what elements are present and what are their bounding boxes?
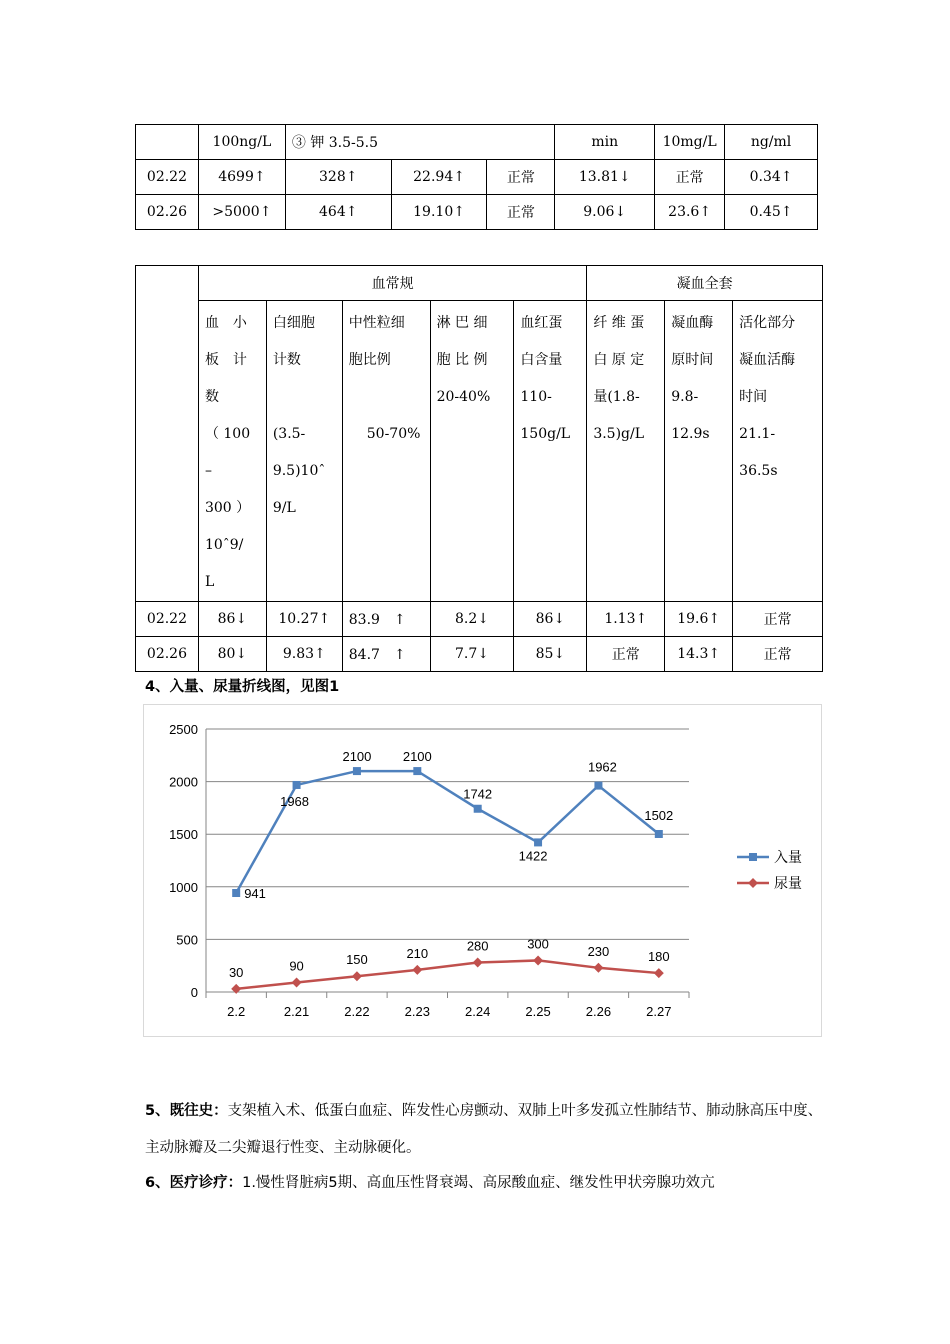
data-label: 1742 bbox=[463, 786, 493, 802]
table-cell: 正常 bbox=[733, 602, 823, 637]
data-point bbox=[293, 781, 301, 789]
table-group-header: 凝血全套 bbox=[587, 266, 823, 301]
table-cell: min bbox=[555, 125, 655, 160]
table-cell: 02.22 bbox=[136, 160, 199, 195]
table-cell: 14.3↑ bbox=[665, 637, 733, 672]
x-tick-label: 2.2 bbox=[227, 1004, 246, 1019]
x-tick-label: 2.21 bbox=[283, 1004, 310, 1019]
table-cell: 7.7↓ bbox=[430, 637, 514, 672]
y-tick-label: 2000 bbox=[169, 774, 198, 790]
table-col-header: 白细胞 计数 (3.5- 9.5)10ˆ 9/L bbox=[266, 301, 342, 602]
data-label: 180 bbox=[647, 949, 670, 965]
table-cell: 02.26 bbox=[136, 195, 199, 230]
lab-table-2 bbox=[135, 265, 823, 672]
table-cell: >5000↑ bbox=[198, 195, 285, 230]
data-label: 1968 bbox=[280, 793, 310, 809]
x-tick-label: 2.22 bbox=[344, 1004, 370, 1019]
data-label: 210 bbox=[406, 945, 429, 961]
x-tick-label: 2.27 bbox=[646, 1004, 672, 1019]
section-6 bbox=[145, 1165, 825, 1202]
data-point bbox=[352, 971, 362, 981]
table-cell: 86↓ bbox=[198, 602, 266, 637]
data-point bbox=[292, 978, 302, 988]
legend-marker bbox=[749, 853, 757, 861]
y-tick-label: 1000 bbox=[169, 879, 198, 895]
table-cell bbox=[136, 125, 199, 160]
x-tick-label: 2.26 bbox=[585, 1004, 612, 1019]
table-cell: 10mg/L bbox=[655, 125, 725, 160]
data-label: 1502 bbox=[644, 807, 674, 823]
table-cell: 23.6↑ bbox=[655, 195, 725, 230]
section-5 bbox=[145, 1093, 825, 1167]
table-col-header: 纤 维 蛋 白 原 定 量(1.8- 3.5)g/L bbox=[587, 301, 665, 602]
data-label: 1962 bbox=[587, 759, 617, 775]
data-label: 2100 bbox=[342, 749, 372, 765]
data-label: 30 bbox=[228, 964, 244, 980]
chart-svg bbox=[144, 705, 821, 1036]
table-row bbox=[136, 160, 818, 195]
data-point bbox=[473, 958, 483, 968]
data-point bbox=[412, 965, 422, 975]
table-col-header: 活化部分 凝血活酶 时间 21.1- 36.5s bbox=[733, 301, 823, 602]
table-col-header: 淋 巴 细 胞 比 例 20-40% bbox=[430, 301, 514, 602]
table-cell: 8.2↓ bbox=[430, 602, 514, 637]
table-cell: 1.13↑ bbox=[587, 602, 665, 637]
y-tick-label: 2500 bbox=[169, 722, 198, 737]
table-cell bbox=[136, 266, 199, 602]
table-cell: 正常 bbox=[655, 160, 725, 195]
table-cell: 02.22 bbox=[136, 602, 199, 637]
table-cell: 9.06↓ bbox=[555, 195, 655, 230]
data-point bbox=[654, 968, 664, 978]
table-row bbox=[136, 195, 818, 230]
data-label: 1422 bbox=[518, 848, 548, 864]
table-cell: 84.7 ↑ bbox=[342, 637, 430, 672]
legend-label: 尿量 bbox=[774, 875, 802, 891]
table-cell: 464↑ bbox=[285, 195, 391, 230]
table-cell: 22.94↑ bbox=[391, 160, 487, 195]
data-label: 150 bbox=[346, 952, 368, 968]
table-cell: 正常 bbox=[587, 637, 665, 672]
table-group-header: 血常规 bbox=[198, 266, 586, 301]
data-label: 230 bbox=[587, 943, 610, 959]
x-tick-label: 2.24 bbox=[465, 1004, 491, 1019]
data-point bbox=[533, 955, 543, 965]
data-label: 90 bbox=[289, 958, 304, 974]
table-row bbox=[136, 266, 823, 301]
section-5-text: 支架植入术、低蛋白血症、阵发性心房颤动、双肺上叶多发孤立性肺结节、肺动脉高压中度、主动脉瓣及二尖瓣退行性变、主动脉硬化。 bbox=[145, 1103, 823, 1156]
table-row bbox=[136, 125, 818, 160]
data-label: 280 bbox=[466, 938, 489, 954]
table-cell: 85↓ bbox=[514, 637, 587, 672]
table-row bbox=[136, 602, 823, 637]
data-point bbox=[655, 830, 663, 838]
x-tick-label: 2.23 bbox=[404, 1004, 430, 1019]
data-label: 941 bbox=[244, 886, 266, 902]
section-4-title: 4、入量、尿量折线图，见图1 bbox=[145, 679, 340, 695]
table-cell: 10.27↑ bbox=[266, 602, 342, 637]
data-point bbox=[593, 963, 603, 973]
section-5-label: 5、既往史： bbox=[145, 1103, 228, 1119]
table-cell: 0.45↑ bbox=[725, 195, 818, 230]
table-col-header: 血 小 板 计 数 （ 100 – 300 ） 10ˆ9/ L bbox=[198, 301, 266, 602]
data-point bbox=[413, 767, 421, 775]
table-cell: 正常 bbox=[487, 195, 555, 230]
table-cell: 83.9 ↑ bbox=[342, 602, 430, 637]
data-point bbox=[534, 838, 542, 846]
table-col-header: 血红蛋 白含量 110- 150g/L bbox=[514, 301, 587, 602]
table-cell: 100ng/L bbox=[198, 125, 285, 160]
table-cell: 328↑ bbox=[285, 160, 391, 195]
table-row bbox=[136, 301, 823, 602]
table-cell: ③ 钾 3.5-5.5 bbox=[285, 125, 554, 160]
table-cell: 86↓ bbox=[514, 602, 587, 637]
table-cell: 19.10↑ bbox=[391, 195, 487, 230]
table-cell: 19.6↑ bbox=[665, 602, 733, 637]
legend-label: 入量 bbox=[774, 849, 802, 865]
section-6-label: 6、医疗诊疗： bbox=[145, 1175, 243, 1191]
legend-marker bbox=[748, 878, 758, 888]
table-cell: 正常 bbox=[733, 637, 823, 672]
table-col-header: 凝血酶 原时间 9.8- 12.9s bbox=[665, 301, 733, 602]
y-tick-label: 0 bbox=[190, 985, 198, 1000]
y-tick-label: 500 bbox=[176, 932, 198, 948]
y-tick-label: 1500 bbox=[169, 827, 198, 843]
data-label: 300 bbox=[527, 936, 549, 952]
table-cell: 4699↑ bbox=[198, 160, 285, 195]
table-cell: ng/ml bbox=[725, 125, 818, 160]
data-point bbox=[474, 805, 482, 813]
table-cell: 0.34↑ bbox=[725, 160, 818, 195]
table-cell: 9.83↑ bbox=[266, 637, 342, 672]
section-6-text: 1.慢性肾脏病5期、高血压性肾衰竭、高尿酸血症、继发性甲状旁腺功效亢 bbox=[242, 1175, 715, 1191]
data-point bbox=[232, 889, 240, 897]
lab-table-1 bbox=[135, 124, 818, 230]
table-cell: 02.26 bbox=[136, 637, 199, 672]
table-row bbox=[136, 637, 823, 672]
data-point bbox=[353, 767, 361, 775]
table-cell: 80↓ bbox=[198, 637, 266, 672]
table-col-header: 中性粒细 胞比例 50-70% bbox=[342, 301, 430, 602]
data-point bbox=[594, 782, 602, 790]
data-label: 2100 bbox=[402, 749, 432, 765]
intake-output-chart bbox=[143, 704, 822, 1037]
x-tick-label: 2.25 bbox=[525, 1004, 551, 1019]
table-cell: 正常 bbox=[487, 160, 555, 195]
table-cell: 13.81↓ bbox=[555, 160, 655, 195]
